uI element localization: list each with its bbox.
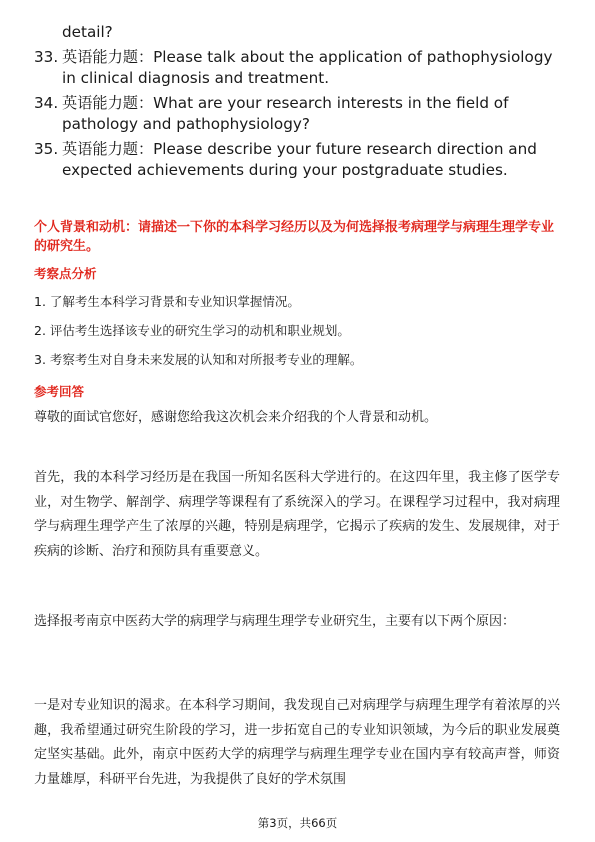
question-number: 34. (34, 94, 59, 112)
question-text: detail? (62, 23, 113, 41)
question-number: 35. (34, 140, 59, 158)
answer-paragraph: 首先，我的本科学习经历是在我国一所知名医科大学进行的。在这四年里，我主修了医学专业，对生物学、解剖学、病理学等课程有了系统深入的学习。在课程学习过程中，我对病理学与病理生理学产生了浓厚的兴趣，特别是病理学，它揭示了疾病的发生、发展规律，对于疾病的诊断、治疗和预防具有重要意义。 (34, 470, 560, 559)
answer-paragraph: 尊敬的面试官您好，感谢您给我这次机会来介绍我的个人背景和动机。 (34, 410, 438, 425)
section-title: 个人背景和动机：请描述一下你的本科学习经历以及为何选择报考病理学与病理生理学专业的研究生。 (34, 220, 555, 254)
question-text: 英语能力题：What are your research interests in the field of pathology and pathophysiology? (62, 94, 509, 133)
answer-paragraph: 选择报考南京中医药大学的病理学与病理生理学专业研究生，主要有以下两个原因： (34, 614, 516, 629)
answer-heading: 参考回答 (34, 384, 85, 399)
page-number-footer: 第3页，共66页 (257, 816, 338, 830)
question-text: 英语能力题：Please talk about the application of pathophysiology in clinical diagnosis and treatment. (62, 48, 553, 87)
question-number: 33. (34, 48, 59, 66)
question-text: 英语能力题：Please describe your future research direction and expected achievements during your postgraduate studies. (62, 140, 537, 179)
question-list (34, 22, 559, 185)
question-item (34, 139, 559, 181)
question-item (34, 93, 559, 135)
question-item (34, 47, 559, 89)
analysis-heading: 考察点分析 (34, 266, 97, 281)
analysis-point: 1. 了解考生本科学习背景和专业知识掌握情况。 (34, 294, 300, 309)
analysis-point: 3. 考察考生对自身未来发展的认知和对所报考专业的理解。 (34, 352, 363, 367)
analysis-point: 2. 评估考生选择该专业的研究生学习的动机和职业规划。 (34, 323, 350, 338)
answer-paragraph: 一是对专业知识的渴求。在本科学习期间，我发现自己对病理学与病理生理学有着浓厚的兴趣，我希望通过研究生阶段的学习，进一步拓宽自己的专业知识领域，为今后的职业发展奠定坚实基础。此外，南京中医药大学的病理学与病理生理学专业在国内享有较高声誉，师资力量雄厚，科研平台先进，为我提供了良好的学术氛围 (34, 698, 560, 787)
question-continuation (34, 22, 559, 43)
